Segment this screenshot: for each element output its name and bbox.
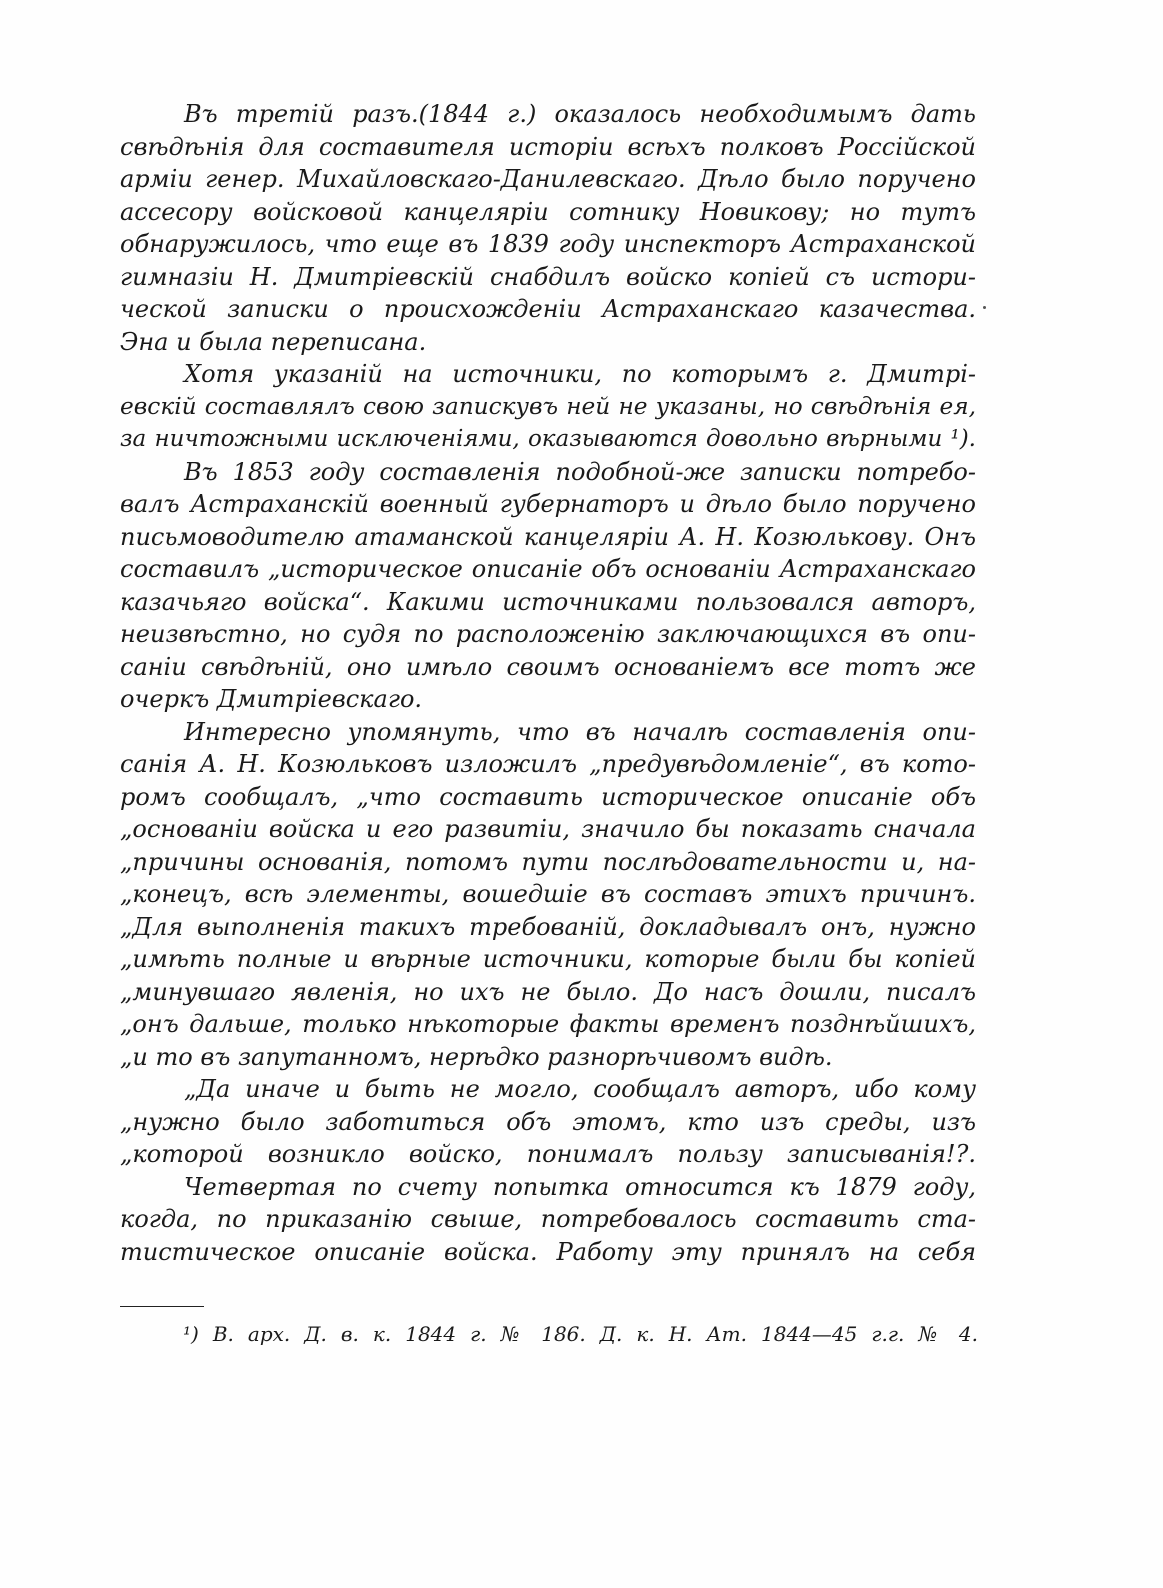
text-line: Интересно упомянуть, что въ началѣ составленія опи- [184,717,976,746]
text-line: когда, по приказанію свыше, потребовалось составить ста- [120,1205,976,1233]
text-line: письмоводителю атаманской канцеляріи А. Н. Козюлькову. Онъ [120,522,976,551]
text-line: „онъ дальше, только нѣкоторые факты временъ позднѣйшихъ, [120,1010,976,1038]
text-line: Въ третій разъ.(1844 г.) оказалось необходимымъ дать [184,100,976,128]
text-line: „нужно было заботиться объ этомъ, кто изъ среды, изъ [120,1107,976,1136]
text-line: „Для выполненія такихъ требованій, докладывалъ онъ, нужно [120,912,976,941]
text-line: Эна и была переписана. [120,327,427,356]
text-line: неизвѣстно, но судя по расположенію заключающихся въ опи- [120,620,976,648]
text-line: саніи свѣдѣній, оно имѣло своимъ основаніемъ все тотъ же [120,652,976,681]
text-line: Въ 1853 году составленія подобной-же записки потребо- [184,457,976,486]
paragraph [120,716,976,1074]
ink-speck [983,306,986,309]
text-line: „конецъ, всѣ элементы, вошедшіе въ составъ этихъ причинъ. [120,880,976,908]
text-line: „и то въ запутанномъ, нерѣдко разнорѣчивомъ видѣ. [120,1042,833,1071]
text-line: „имѣть полные и вѣрные источники, которые были бы копіей [120,945,976,973]
footnote-rule [120,1306,204,1307]
body-text [120,98,976,1268]
text-line: валъ Астраханскій военный губернаторъ и дѣло было поручено [120,490,976,518]
footnote: ¹) В. арх. Д. в. к. 1844 г. № 186. Д. к. Н. Ат. 1844—45 г.г. № 4. [183,1322,978,1346]
paragraph [120,358,976,456]
text-line: арміи генер. Михайловскаго-Данилевскаго. Дѣло было поручено [120,165,976,193]
paragraph [120,98,976,358]
paragraph [120,1171,976,1269]
text-line: ромъ сообщалъ, „что составить историческое описаніе объ [120,782,976,811]
text-line: тистическое описаніе войска. Работу эту принялъ на себя [120,1237,976,1266]
text-line: ческой записки о происхожденіи Астраханскаго казачества. [120,295,976,323]
text-line: обнаружилось, что еще въ 1839 году инспекторъ Астраханской [120,230,976,258]
text-line: очеркъ Дмитріевскаго. [120,685,423,713]
text-line: Четвертая по счету попытка относится къ 1879 году, [184,1172,976,1201]
text-line: за ничтожными исключеніями, оказываются довольно вѣрными ¹). [120,426,976,452]
text-line: свѣдѣнія для составителя исторіи всѣхъ полковъ Россійской [120,132,976,161]
text-line: санія А. Н. Козюльковъ изложилъ „предувѣдомленіе“, въ кото- [120,750,976,778]
text-line: гимназіи Н. Дмитріевскій снабдилъ войско копіей съ истори- [120,262,976,291]
text-line: „минувшаго явленія, но ихъ не было. До насъ дошли, писалъ [120,977,976,1006]
text-line: Хотя указаній на источники, по которымъ г. Дмитрі- [184,360,976,388]
paragraph [120,1073,976,1171]
text-line: „которой возникло войско, понималъ пользу записыванія!?. [120,1140,976,1168]
text-line: „Да иначе и быть не могло, сообщалъ авторъ, ибо кому [184,1075,976,1103]
text-line: „причины основанія, потомъ пути послѣдовательности и, на- [120,847,976,876]
text-line: евскій составлялъ свою запискувъ ней не указаны, но свѣдѣнія ея, [120,392,976,420]
text-line: составилъ „историческое описаніе объ основаніи Астраханскаго [120,555,976,583]
text-line: „основаніи войска и его развитіи, значило бы показать сначала [120,815,976,843]
text-line: ассесору войсковой канцеляріи сотнику Новикову; но тутъ [120,197,976,226]
text-line: казачьяго войска“. Какими источниками пользовался авторъ, [120,587,976,616]
paragraph [120,456,976,716]
